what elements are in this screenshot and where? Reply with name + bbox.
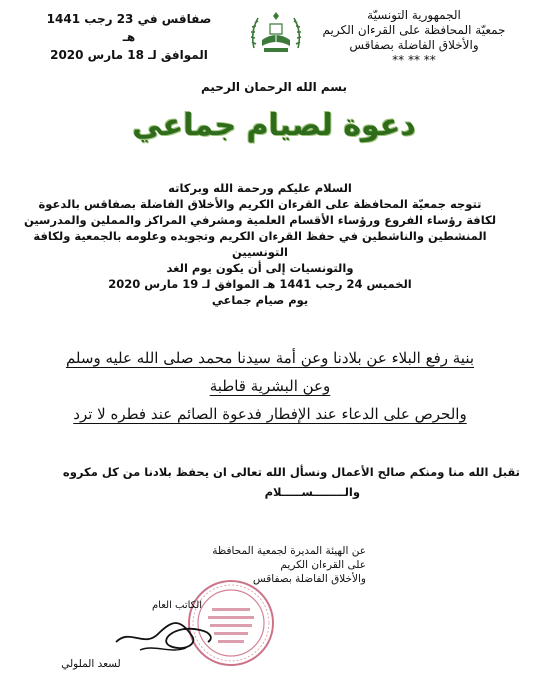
prayer-intention	[30, 344, 510, 428]
signature-line: والأخلاق الفاضلة بصفاقس	[252, 573, 366, 585]
date-gregorian: الموافق لـ 18 مارس 2020	[50, 48, 208, 62]
body-line: تتوجه جمعيّة المحافظة على القرءان الكريم والأخلاق الفاضلة بصفاقس بالدعوة	[38, 197, 482, 211]
signatory-role: الكاتب العام	[151, 600, 203, 611]
basmala: بسم الله الرحمان الرحيم	[200, 80, 348, 94]
header-date	[44, 10, 214, 64]
prayer-line: والحرص على الدعاء عند الإفطار فدعوة الصائم عند فطره لا ترد	[73, 405, 467, 423]
invitation-body	[20, 180, 500, 308]
header-org-line2: والأخلاق الفاضلة بصفاقس	[349, 38, 479, 52]
header-stars: ** ** **	[392, 53, 436, 67]
closing	[30, 462, 520, 502]
prayer-line: بنية رفع البلاء عن بلادنا وعن أمة سيدنا محمد صلى الله عليه وسلم	[65, 349, 475, 367]
body-line: يوم صيام جماعي	[211, 293, 309, 307]
header-organization	[314, 8, 514, 68]
prayer-line: وعن البشرية قاطبة	[209, 377, 331, 395]
association-logo-icon	[244, 4, 308, 62]
signature-line: عن الهيئة المديرة لجمعية المحافظة على القرءان الكريم	[212, 545, 366, 571]
body-line: لكافة رؤساء الفروع ورؤساء الأقسام العلمية ومشرفي المراكز والمملين والمدرسين	[23, 213, 497, 227]
header-country: الجمهورية التونسيّة	[367, 8, 461, 22]
document-title: دعوة لصيام جماعي	[132, 108, 416, 143]
body-line: والتونسيات إلى أن يكون يوم الغد	[166, 261, 354, 275]
signatory-name: لسعد الملولي	[61, 658, 121, 670]
date-hijri: صفاقس في 23 رجب 1441 هـ	[46, 12, 212, 44]
body-line: الخميس 24 رجب 1441 هـ الموافق لـ 19 مارس 2020	[108, 277, 412, 291]
body-line: السلام عليكم ورحمة الله وبركاته	[168, 181, 352, 195]
handwritten-signature-icon	[110, 608, 220, 660]
body-line: المنشطين والناشطين في حفظ القرءان الكريم وتجويده وعلومه بالجمعية ولكافة التونسيين	[33, 229, 487, 259]
closing-line: تقبل الله منا ومنكم صالح الأعمال ونسأل الله تعالى ان يحفظ بلادنا من كل مكروه	[62, 465, 520, 479]
header-org-line1: جمعيّة المحافظة على القرءان الكريم	[322, 23, 506, 37]
closing-salam: والــــــــســـــلام	[264, 485, 360, 499]
